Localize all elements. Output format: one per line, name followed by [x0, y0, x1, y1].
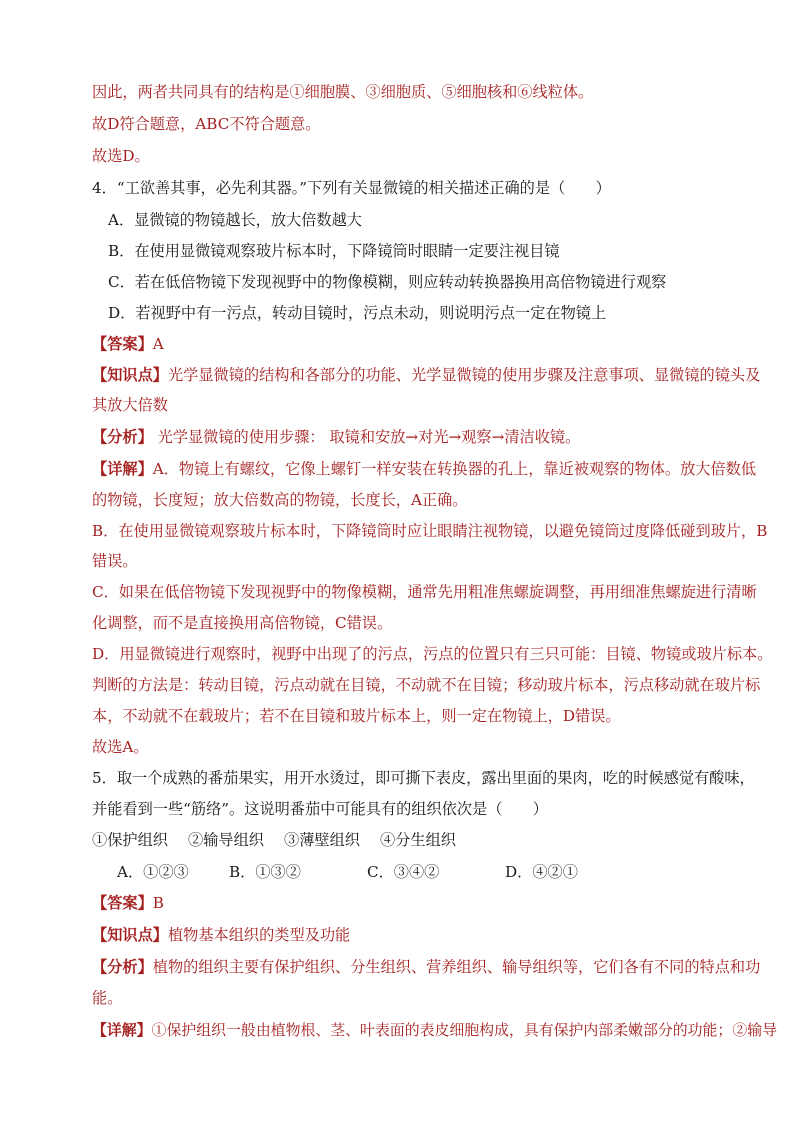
- detail-text: ①保护组织一般由植物根、茎、叶表面的表皮细胞构成，具有保护内部柔嫩部分的功能；②输导: [151, 1021, 777, 1039]
- question-5-stem: 5．取一个成熟的番茄果实，用开水烫过，即可撕下表皮，露出里面的果肉，吃的时候感觉有酸味，: [92, 769, 755, 787]
- text-line: 的物镜，长度短；放大倍数高的物镜，长度长，A正确。: [92, 491, 468, 509]
- question-4-detail: [92, 459, 756, 479]
- question-5-options: [117, 862, 578, 882]
- analysis-text: 光学显微镜的使用步骤： 取镜和安放→对光→观察→清洁收镜。: [152, 428, 581, 446]
- text-line: B．在使用显微镜观察玻片标本时，下降镜筒时应让眼睛注视物镜，以避免镜筒过度降低碰到玻片，B: [92, 522, 768, 540]
- question-4-knowledge-point: [92, 365, 760, 385]
- text-line: C．如果在低倍物镜下发现视野中的物像模糊，通常先用粗准焦螺旋调整，再用细准焦螺旋进行清晰: [92, 583, 757, 601]
- question-4-answer: [92, 334, 164, 354]
- analysis-tag: 【分析】: [92, 958, 153, 976]
- detail-tag: 【详解】: [92, 1021, 152, 1039]
- knowledge-point-tag: 【知识点】: [92, 366, 168, 384]
- knowledge-point-text: 光学显微镜的结构和各部分的功能、光学显微镜的使用步骤及注意事项、显微镜的镜头及: [167, 366, 761, 384]
- question-5-tissue-list: [92, 830, 456, 850]
- question-4-analysis: [92, 427, 580, 447]
- question-5-stem: 并能看到一些“筋络”。这说明番茄中可能具有的组织依次是（ ）: [92, 800, 548, 818]
- question-5-analysis: [92, 957, 760, 977]
- question-5-option-c: C．③④②: [367, 863, 440, 881]
- text-line: 其放大倍数: [92, 396, 168, 414]
- text-line: 故D符合题意，ABC不符合题意。: [92, 115, 321, 133]
- text-line: 本，不动就不在载玻片；若不在目镜和玻片标本上，则一定在物镜上，D错误。: [92, 707, 621, 725]
- tissue-item: ②输导组织: [188, 831, 264, 849]
- answer-tag: 【答案】: [92, 894, 153, 912]
- question-5-option-a: A．①②③: [117, 863, 189, 881]
- text-line: D．用显微镜进行观察时，视野中出现了的污点，污点的位置只有三只可能：目镜、物镜或玻片标本。: [92, 645, 773, 663]
- question-4-option-b: B．在使用显微镜观察玻片标本时，下降镜筒时眼睛一定要注视目镜: [108, 242, 560, 260]
- text-line: 化调整，而不是直接换用高倍物镜，C错误。: [92, 614, 393, 632]
- detail-text: A．物镜上有螺纹，它像上螺钉一样安装在转换器的孔上，靠近被观察的物体。放大倍数低: [152, 460, 757, 478]
- analysis-text: 植物的组织主要有保护组织、分生组织、营养组织、输导组织等，它们各有不同的特点和功: [152, 958, 761, 976]
- text-line: 错误。: [92, 552, 138, 570]
- question-5-option-d: D．④②①: [505, 863, 578, 881]
- question-5-option-b: B．①③②: [229, 863, 301, 881]
- text-line: 故选D。: [92, 147, 150, 165]
- analysis-tag: 【分析】: [92, 428, 153, 446]
- question-5-detail: [92, 1020, 777, 1040]
- text-line: 能。: [92, 989, 123, 1007]
- knowledge-point-text: 植物基本组织的类型及功能: [167, 926, 351, 944]
- tissue-item: ④分生组织: [380, 831, 456, 849]
- tissue-item: ③薄壁组织: [284, 831, 360, 849]
- question-4-stem: 4．“工欲善其事，必先利其器。”下列有关显微镜的相关描述正确的是（ ）: [92, 179, 611, 197]
- answer-value: B: [152, 894, 164, 912]
- text-line: 因此，两者共同具有的结构是①细胞膜、③细胞质、⑤细胞核和⑥线粒体。: [92, 83, 594, 101]
- answer-value: A: [152, 335, 164, 353]
- detail-tag: 【详解】: [92, 460, 153, 478]
- knowledge-point-tag: 【知识点】: [92, 926, 168, 944]
- question-4-option-d: D．若视野中有一污点，转动目镜时，污点未动，则说明污点一定在物镜上: [108, 304, 607, 322]
- text-line: 判断的方法是：转动目镜，污点动就在目镜，不动就不在目镜；移动玻片标本，污点移动就在玻片标: [92, 676, 761, 694]
- question-4-option-c: C．若在低倍物镜下发现视野中的物像模糊，则应转动转换器换用高倍物镜进行观察: [108, 273, 667, 291]
- tissue-item: ①保护组织: [92, 831, 168, 849]
- text-line: 故选A。: [92, 738, 149, 756]
- question-5-knowledge-point: [92, 925, 350, 945]
- answer-tag: 【答案】: [92, 335, 153, 353]
- question-5-answer: [92, 893, 164, 913]
- question-4-option-a: A．显微镜的物镜越长，放大倍数越大: [108, 211, 362, 229]
